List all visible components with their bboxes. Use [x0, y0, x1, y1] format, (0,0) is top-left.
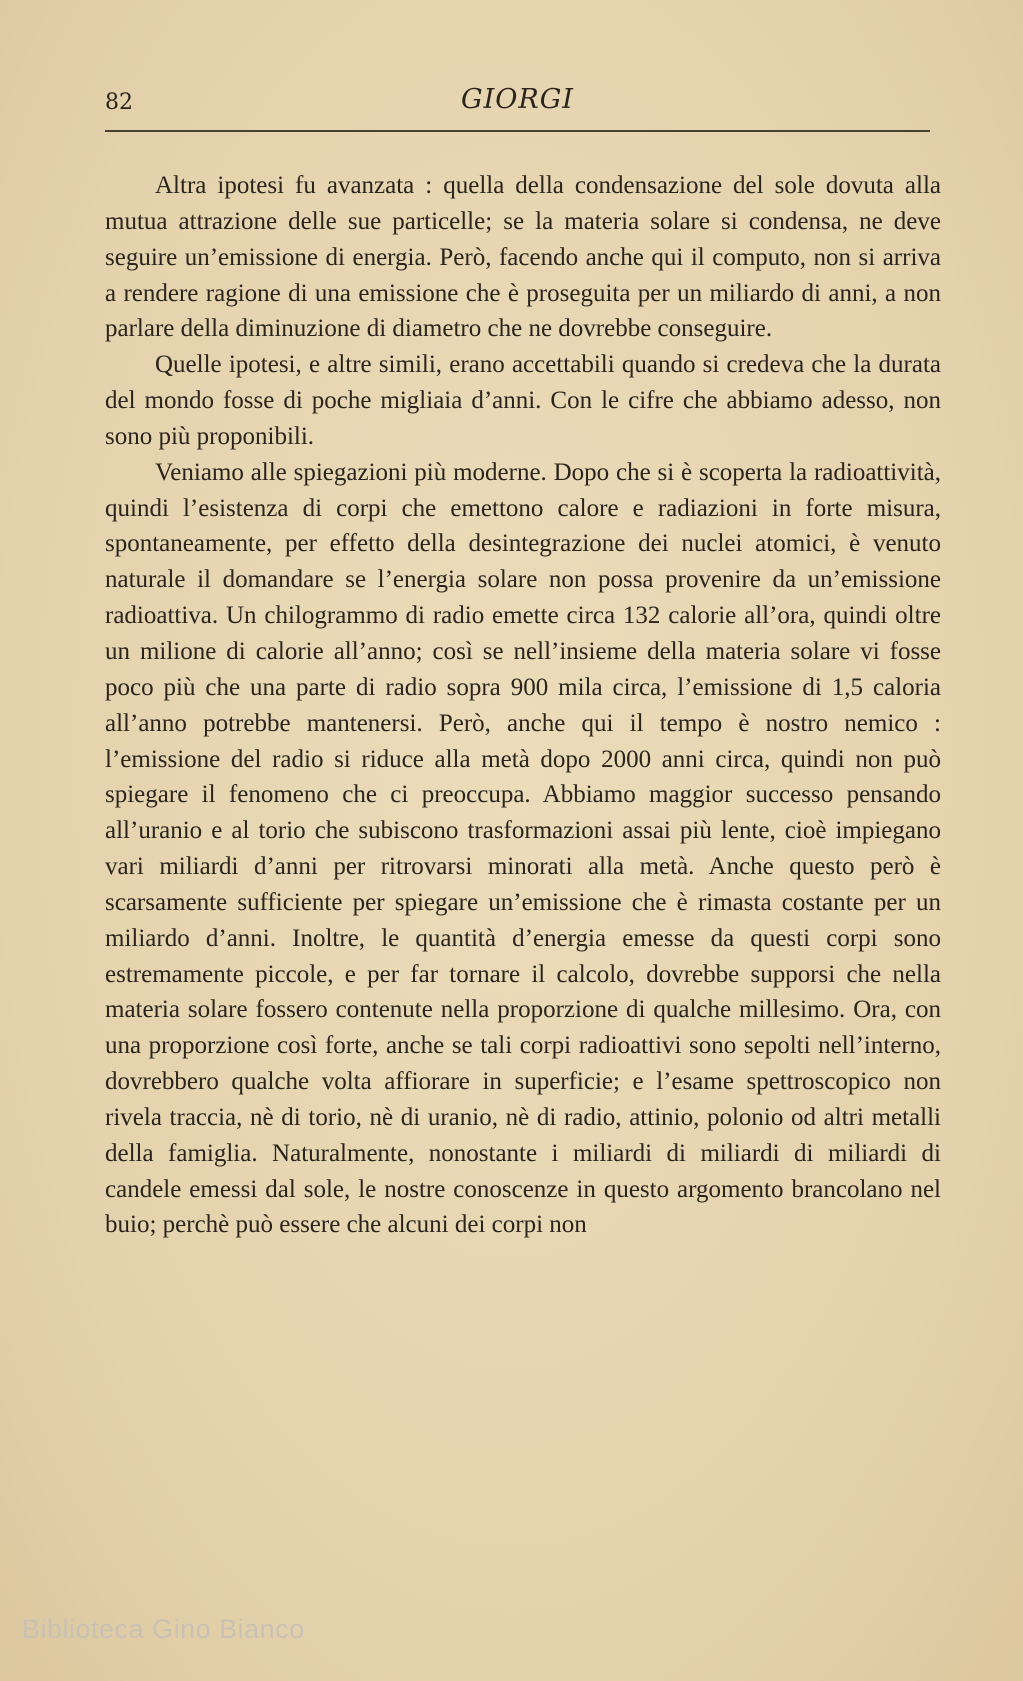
header-rule	[105, 130, 930, 132]
paragraph-3: Veniamo alle spiegazioni più moderne. Dopo che si è scoperta la radioattività, quindi l’esistenza di corpi che emettono calore e radiazioni in forte misura, spontaneamente, per effetto della desintegrazione dei nuclei atomici, è venuto naturale il domandare se l’energia solare non possa provenire da un’emissione radioattiva. Un chilogrammo di radio emette circa 132 calorie all’ora, quindi oltre un milione di calorie all’anno; così se nell’insieme della materia solare vi fosse poco più che una parte di radio sopra 900 mila circa, l’emissione di 1,5 caloria all’anno potrebbe mantenersi. Però, anche qui il tempo è nostro nemico : l’emissione del radio si riduce alla metà dopo 2000 anni circa, quindi non può spiegare il fenomeno che ci preoccupa. Abbiamo maggior successo pensando all’uranio e al torio che subiscono trasformazioni assai più lente, cioè impiegano vari miliardi d’anni per ritrovarsi minorati alla metà. Anche questo però è scarsamente sufficiente per spiegare un’emissione che è rimasta costante per un miliardo d’anni. Inoltre, le quantità d’energia emesse da questi corpi sono estremamente piccole, e per far tornare il calcolo, dovrebbe supporsi che nella materia solare fossero contenute nella proporzione di qualche millesimo. Ora, con una proporzione così forte, anche se tali corpi radioattivi sono sepolti nell’interno, dovrebbero qualche volta affiorare in superficie; e l’esame spettroscopico non rivela traccia, nè di torio, nè di uranio, nè di radio, attinio, polonio od altri metalli della famiglia. Naturalmente, nonostante i miliardi di miliardi di miliardi di candele emessi dal sole, le nostre conoscenze in questo argomento brancolano nel buio; perchè può essere che alcuni dei corpi non	[105, 458, 941, 1239]
page-number: 82	[105, 90, 133, 115]
paragraph-1: Altra ipotesi fu avanzata : quella della condensazione del sole dovuta alla mutua attrazione delle sue particelle; se la materia solare si condensa, ne deve seguire un’emissione di energia. Però, facendo anche qui il computo, non si arriva a rendere ragione di una emissione che è proseguita per un miliardo di anni, a non parlare della diminuzione di diametro che ne dovrebbe conseguire.	[105, 172, 941, 343]
paragraph-2: Quelle ipotesi, e altre simili, erano accettabili quando si credeva che la durata del mondo fosse di poche migliaia d’anni. Con le cifre che abbiamo adesso, non sono più proponibili.	[105, 351, 941, 450]
library-watermark: Biblioteca Gino Bianco	[22, 1614, 305, 1644]
running-head: GIORGI	[461, 84, 574, 115]
body-text	[105, 168, 941, 1243]
page-header	[105, 82, 930, 122]
